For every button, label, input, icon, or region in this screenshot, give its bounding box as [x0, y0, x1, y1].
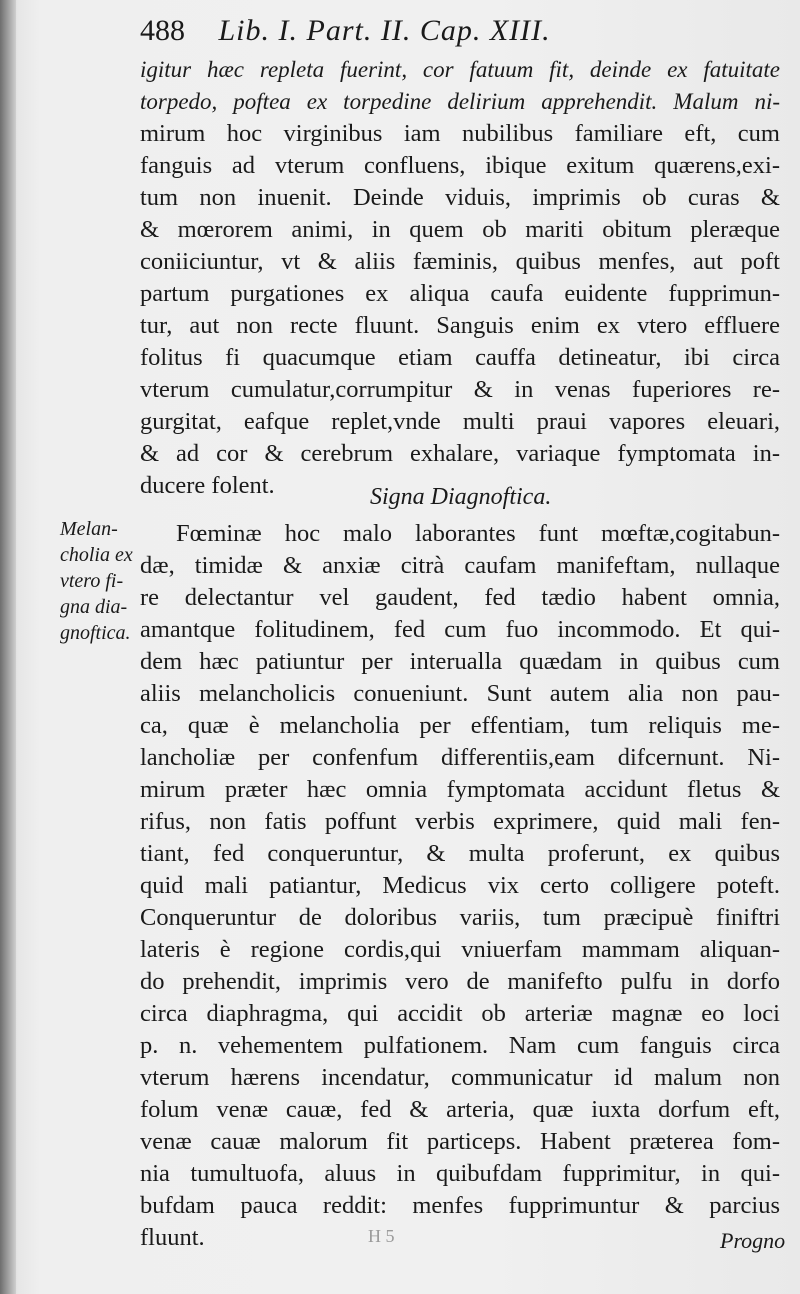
text-line: quid mali patiantur, Medicus vix certo colligere poteft. [140, 872, 780, 899]
text-line: & mœrorem animi, in quem ob mariti obitum pleræque [140, 216, 780, 243]
text-line: dæ, timidæ & anxiæ citrà caufam manifeftam, nullaque [140, 552, 780, 579]
text-line: do prehendit, imprimis vero de manifefto pulfu in dorfo [140, 968, 780, 995]
text-line: lateris è regione cordis,qui vniuerfam mammam aliquan- [140, 936, 780, 963]
margin-note-line: cholia ex [60, 544, 133, 566]
text-line: vterum hærens incendatur, communicatur id malum non [140, 1064, 780, 1091]
text-line: tum non inuenit. Deinde viduis, imprimis ob curas & [140, 184, 780, 211]
text-line: circa diaphragma, qui accidit ob arteriæ magnæ eo loci [140, 1000, 780, 1027]
text-line: mirum præter hæc omnia fymptomata accidunt fletus & [140, 776, 780, 803]
signature-mark: H 5 [368, 1226, 395, 1246]
page-number: 488 [140, 14, 185, 47]
text-line: ducere folent. [140, 472, 275, 499]
text-line: bufdam pauca reddit: menfes fupprimuntur & parcius [140, 1192, 780, 1219]
text-line: p. n. vehementem pulfationem. Nam cum fanguis circa [140, 1032, 780, 1059]
running-head: Lib. I. Part. II. Cap. XIII. [218, 14, 551, 47]
margin-note-line: Melan- [60, 518, 118, 540]
text-line: fanguis ad vterum confluens, ibique exitum quærens,exi- [140, 152, 780, 179]
text-line: coniiciuntur, vt & aliis fæminis, quibus menfes, aut poft [140, 248, 780, 275]
text-line: dem hæc patiuntur per interualla quædam in quibus cum [140, 648, 780, 675]
text-line: amantque folitudinem, fed cum fuo incommodo. Et qui- [140, 616, 780, 643]
text-line: Conqueruntur de doloribus variis, tum præcipuè finiftri [140, 904, 780, 931]
text-line: fluunt. [140, 1224, 205, 1251]
section-heading: Signa Diagnoftica. [370, 484, 552, 510]
text-line: tur, aut non recte fluunt. Sanguis enim ex vtero effluere [140, 312, 780, 339]
text-line: venæ cauæ malorum fit particeps. Habent præterea fom- [140, 1128, 780, 1155]
text-line: tiant, fed conqueruntur, & multa proferunt, ex quibus [140, 840, 780, 867]
page-gutter [0, 0, 16, 1294]
text-line: mirum hoc virginibus iam nubilibus familiare eft, cum [140, 120, 780, 147]
margin-note-line: vtero fi- [60, 570, 124, 592]
text-line: lancholiæ per confenfum differentiis,eam difcernunt. Ni- [140, 744, 780, 771]
text-line: Fœminæ hoc malo laborantes funt mœftæ,cogitabun- [176, 520, 780, 547]
margin-note-line: gnoftica. [60, 622, 131, 644]
text-line: nia tumultuofa, aluus in quibufdam fupprimitur, in qui- [140, 1160, 780, 1187]
text-line: igitur hæc repleta fuerint, cor fatuum fit, deinde ex fatuitate [140, 57, 780, 82]
text-line: torpedo, poftea ex torpedine delirium apprehendit. Malum ni- [140, 89, 780, 114]
text-line: partum purgationes ex aliqua caufa euidente fupprimun- [140, 280, 780, 307]
catchword: Progno [720, 1228, 786, 1253]
text-line: rifus, non fatis poffunt verbis exprimere, quid mali fen- [140, 808, 780, 835]
text-line: gurgitat, eafque replet,vnde multi praui vapores eleuari, [140, 408, 780, 435]
margin-note [60, 516, 140, 646]
text-line: aliis melancholicis conueniunt. Sunt autem alia non pau- [140, 680, 780, 707]
text-line: folitus fi quacumque etiam cauffa detineatur, ibi circa [140, 344, 780, 371]
text-line: folum venæ cauæ, fed & arteria, quæ iuxta dorfum eft, [140, 1096, 780, 1123]
text-line: & ad cor & cerebrum exhalare, variaque fymptomata in- [140, 440, 780, 467]
margin-note-line: gna dia- [60, 596, 128, 618]
text-line: vterum cumulatur,corrumpitur & in venas fuperiores re- [140, 376, 780, 403]
page-header [140, 14, 551, 48]
text-line: ca, quæ è melancholia per effentiam, tum reliquis me- [140, 712, 780, 739]
text-line: re delectantur vel gaudent, fed tædio habent omnia, [140, 584, 780, 611]
